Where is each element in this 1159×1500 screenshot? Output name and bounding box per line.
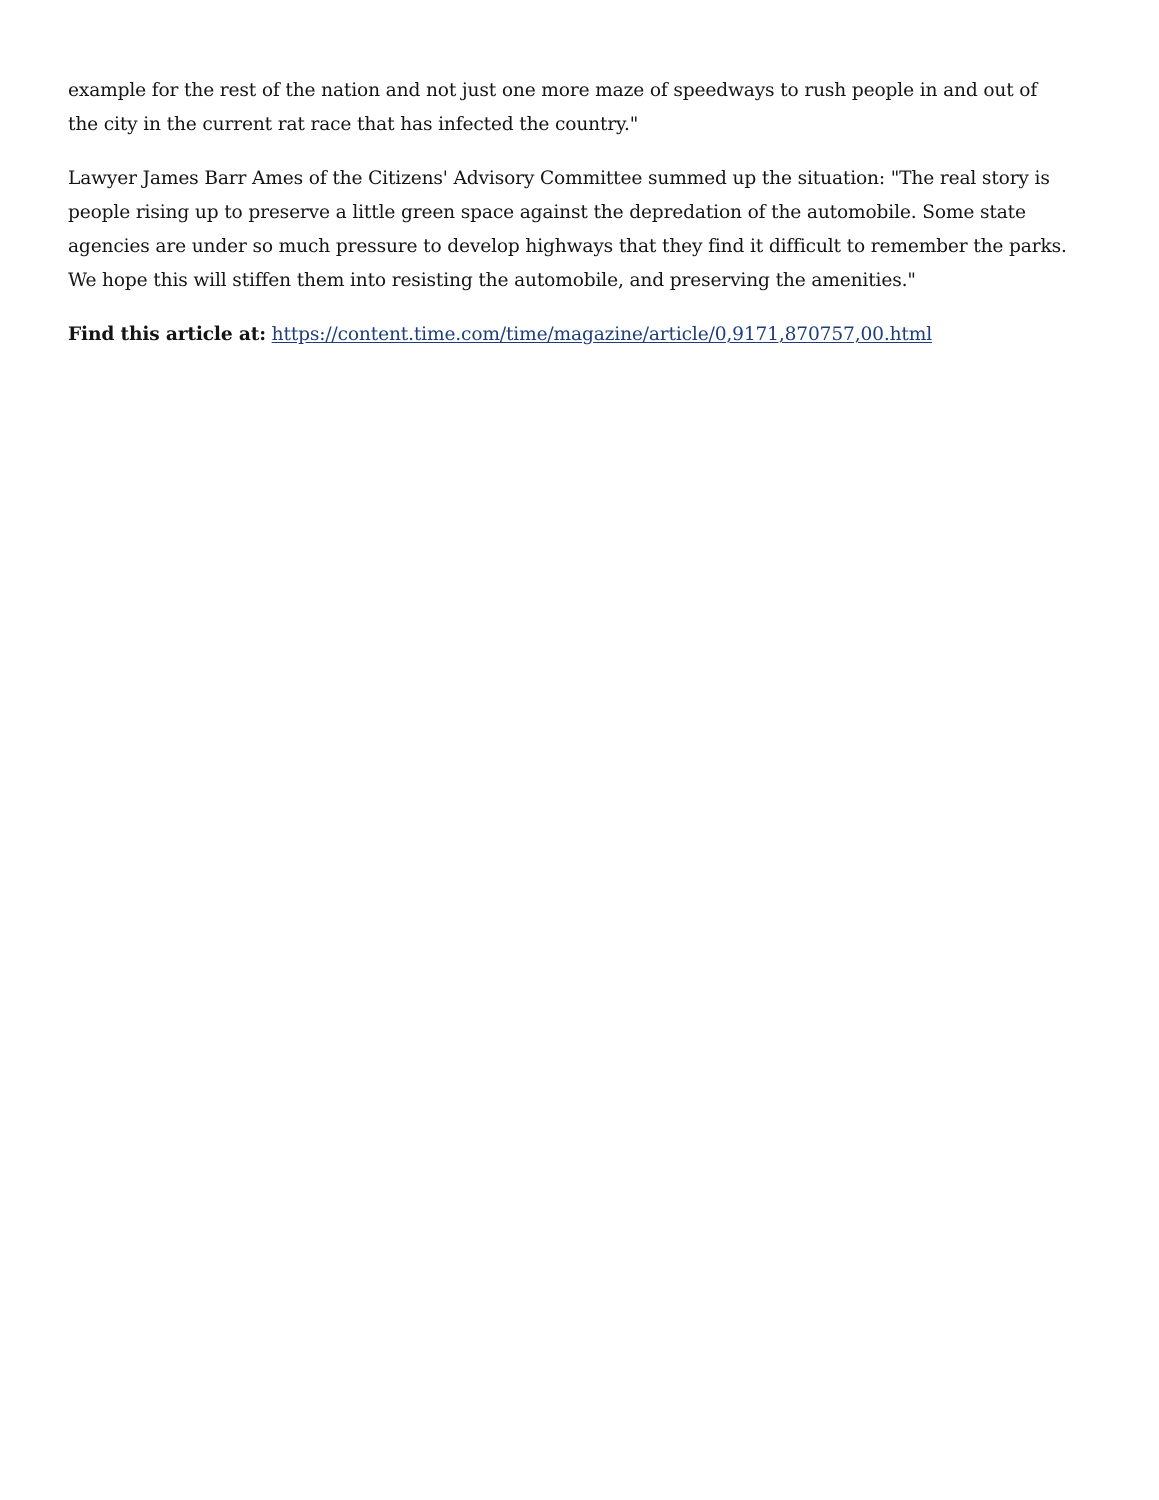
find-article-label: Find this article at: bbox=[68, 324, 266, 345]
paragraph-line: example for the rest of the nation and not just one more maze of speedways to rush people in and out of bbox=[68, 80, 1038, 101]
paragraph-line: the city in the current rat race that has infected the country." bbox=[68, 114, 639, 135]
article-url-link[interactable]: https://content.time.com/time/magazine/article/0,9171,870757,00.html bbox=[271, 324, 933, 345]
find-article-line bbox=[68, 318, 1098, 352]
article-paragraph-2 bbox=[68, 162, 1098, 298]
paragraph-line: people rising up to preserve a little green space against the depredation of the automobile. Some state bbox=[68, 202, 1026, 223]
paragraph-line: Lawyer James Barr Ames of the Citizens' Advisory Committee summed up the situation: "The real story is bbox=[68, 168, 1050, 189]
paragraph-line: agencies are under so much pressure to develop highways that they find it difficult to remember the parks. bbox=[68, 236, 1067, 257]
paragraph-line: We hope this will stiffen them into resisting the automobile, and preserving the amenities." bbox=[68, 270, 916, 291]
article-paragraph-1 bbox=[68, 74, 1098, 142]
article-body bbox=[68, 74, 1098, 352]
